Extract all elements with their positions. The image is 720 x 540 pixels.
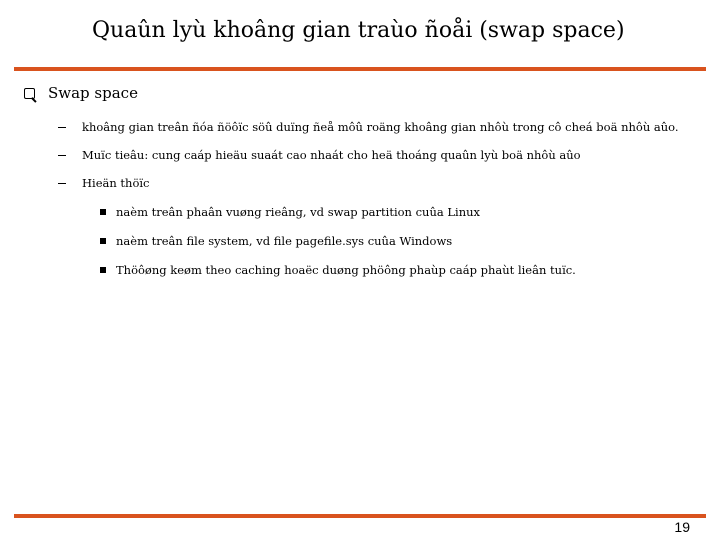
sub-bullet-text: Muïc tieâu: cung caáp hieäu suaát cao nhaát cho heä thoáng quaûn lyù boä nhôù aûo [82, 148, 581, 162]
impl-item-filesystem [100, 231, 452, 251]
impl-item-text: Thöôøng keøm theo caching hoaëc duøng phöông phaùp caáp phaùt lieân tuïc. [116, 263, 576, 277]
sub-bullet-text: khoâng gian treân ñóa ñöôïc söû duïng ñeå môû roäng khoâng gian nhôù trong cô cheá boä nhôù aûo. [82, 120, 679, 134]
square-bullet-icon [100, 267, 106, 273]
slide-title: Quaûn lyù khoâng gian traùo ñoåi (swap space) [92, 18, 625, 43]
impl-item-text: naèm treân phaân vuøng rieâng, vd swap partition cuûa Linux [116, 205, 480, 219]
bullet-label: Swap space [48, 84, 138, 102]
bullet-swap-space [24, 82, 138, 104]
square-bullet-icon [100, 209, 106, 215]
dash-bullet-icon [58, 183, 66, 184]
sub-bullet-goal [58, 145, 581, 165]
footer-divider [14, 514, 706, 518]
sub-bullet-definition [58, 117, 679, 137]
page-number: 19 [674, 519, 690, 535]
square-bullet-icon [100, 238, 106, 244]
sub-bullet-text: Hieän thöïc [82, 176, 150, 190]
dash-bullet-icon [58, 155, 66, 156]
sub-bullet-implementation [58, 173, 150, 193]
checkbox-bullet-icon [24, 88, 35, 99]
impl-item-text: naèm treân file system, vd file pagefile.sys cuûa Windows [116, 234, 453, 248]
dash-bullet-icon [58, 127, 66, 128]
impl-item-caching [100, 260, 576, 280]
title-divider [14, 67, 706, 71]
impl-item-partition [100, 202, 480, 222]
